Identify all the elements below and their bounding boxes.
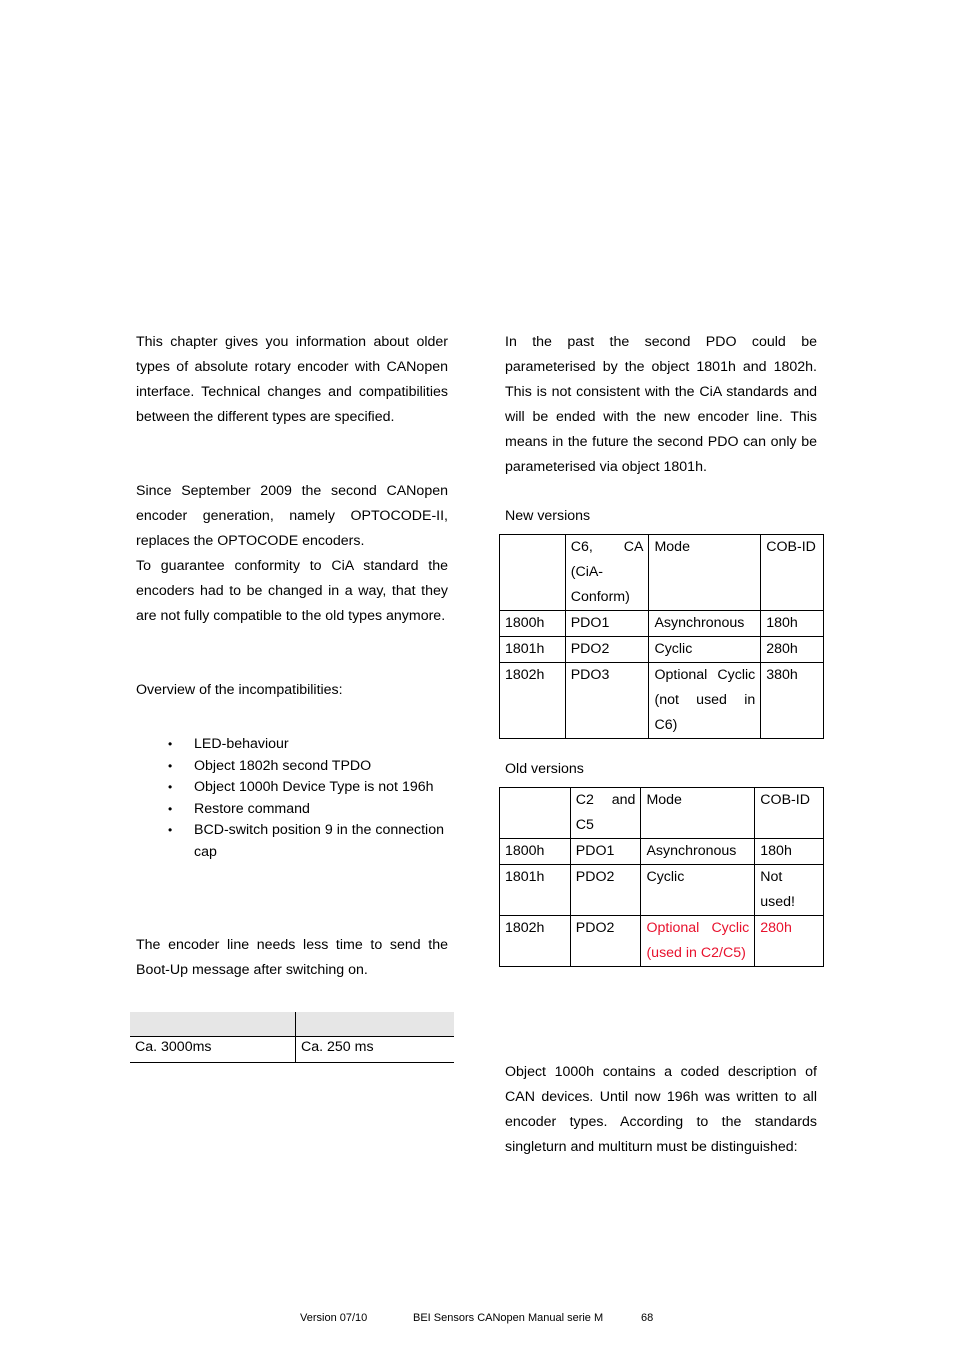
table-header-cell	[130, 1012, 296, 1037]
since-paragraph: Since September 2009 the second CANopen encoder generation, namely OPTOCODE-II, replaces the OPTOCODE encoders.	[136, 483, 448, 549]
table-cell: Ca. 250 ms	[296, 1037, 455, 1063]
table-header-cell	[500, 788, 571, 839]
table-header-cell: Mode	[641, 788, 755, 839]
table-row	[130, 1037, 454, 1063]
bootup-time-table	[130, 1012, 454, 1063]
table-cell: Asynchronous	[641, 839, 755, 865]
table-header-cell: COB-ID	[761, 535, 824, 611]
generation-section	[136, 479, 448, 629]
footer-page-number: 68	[641, 1312, 654, 1324]
overview-label: Overview of the incompatibilities:	[136, 682, 343, 698]
table-cell: Cyclic	[641, 865, 755, 916]
old-versions-table	[499, 787, 824, 967]
bootup-paragraph: The encoder line needs less time to send the Boot-Up message after switching on.	[136, 937, 448, 978]
table-cell: 1800h	[500, 611, 566, 637]
old-versions-label-block	[505, 757, 817, 782]
table-cell: PDO2	[570, 865, 641, 916]
table-cell: PDO3	[565, 663, 649, 739]
new-versions-label-block	[505, 504, 817, 529]
overview-heading-block	[136, 678, 448, 703]
table-cell: PDO1	[565, 611, 649, 637]
table-row	[500, 865, 824, 916]
list-item: • LED-behaviour	[136, 734, 452, 756]
table-cell: 180h	[761, 611, 824, 637]
table-header-cell: COB-ID	[755, 788, 824, 839]
table-cell: 180h	[755, 839, 824, 865]
table-cell: 1802h	[500, 916, 571, 967]
table-header-row	[500, 788, 824, 839]
table-cell: Not used!	[755, 865, 824, 916]
old-versions-label: Old versions	[505, 761, 584, 777]
table-cell: Asynchronous	[649, 611, 761, 637]
pdo-paragraph: In the past the second PDO could be parameterised by the object 1801h and 1802h. This is not consistent with the CiA standards and will be ended with the new encoder line. This means in the future the second PDO can only be parameterised via object 1801h.	[505, 334, 817, 475]
table-row	[500, 611, 824, 637]
left-column	[136, 330, 448, 430]
table-cell: 1801h	[500, 865, 571, 916]
new-versions-table	[499, 534, 824, 739]
conformity-paragraph: To guarantee conformity to CiA standard the encoders had to be changed in a way, that they are not fully compatible to the old types anymore.	[136, 558, 448, 624]
table-header-cell: Mode	[649, 535, 761, 611]
bootup-section	[136, 933, 448, 983]
table-header-row	[130, 1012, 454, 1037]
table-cell: 1802h	[500, 663, 566, 739]
table-cell-highlight: Optional Cyclic (used in C2/C5)	[641, 916, 755, 967]
table-row	[500, 916, 824, 967]
table-header-row	[500, 535, 824, 611]
table-cell: 280h	[761, 637, 824, 663]
table-row	[500, 663, 824, 739]
table-header-cell: C6, CA (CiA-Conform)	[565, 535, 649, 611]
table-cell: Cyclic	[649, 637, 761, 663]
table-header-cell: C2 and C5	[570, 788, 641, 839]
footer-version: Version 07/10	[300, 1312, 368, 1324]
list-item: • Object 1802h second TPDO	[136, 756, 452, 778]
intro-paragraph: This chapter gives you information about older types of absolute rotary encoder with CANopen interface. Technical changes and compatibilities between the different types are specified.	[136, 334, 448, 425]
table-header-cell	[500, 535, 566, 611]
table-cell-highlight: 280h	[755, 916, 824, 967]
table-row	[500, 637, 824, 663]
pdo-section	[505, 330, 817, 480]
table-cell: PDO2	[565, 637, 649, 663]
table-cell: Ca. 3000ms	[130, 1037, 296, 1063]
new-versions-label: New versions	[505, 508, 591, 524]
device-type-section	[505, 1060, 817, 1160]
list-item: • Object 1000h Device Type is not 196h	[136, 777, 452, 799]
table-cell: PDO1	[570, 839, 641, 865]
footer-title: BEI Sensors CANopen Manual serie M	[413, 1312, 604, 1324]
table-cell: Optional Cyclic (not used in C6)	[649, 663, 761, 739]
list-item: • Restore command	[136, 799, 452, 821]
table-cell: 380h	[761, 663, 824, 739]
incompatibility-list	[136, 734, 452, 864]
list-item: • BCD-switch position 9 in the connection cap	[136, 820, 452, 863]
table-row	[500, 839, 824, 865]
table-cell: PDO2	[570, 916, 641, 967]
device-type-paragraph: Object 1000h contains a coded description of CAN devices. Until now 196h was written to all encoder types. According to the standards singleturn and multiturn must be distinguished:	[505, 1064, 817, 1155]
table-cell: 1800h	[500, 839, 571, 865]
incompatibility-list-block	[136, 734, 452, 864]
table-header-cell	[296, 1012, 455, 1037]
table-cell: 1801h	[500, 637, 566, 663]
